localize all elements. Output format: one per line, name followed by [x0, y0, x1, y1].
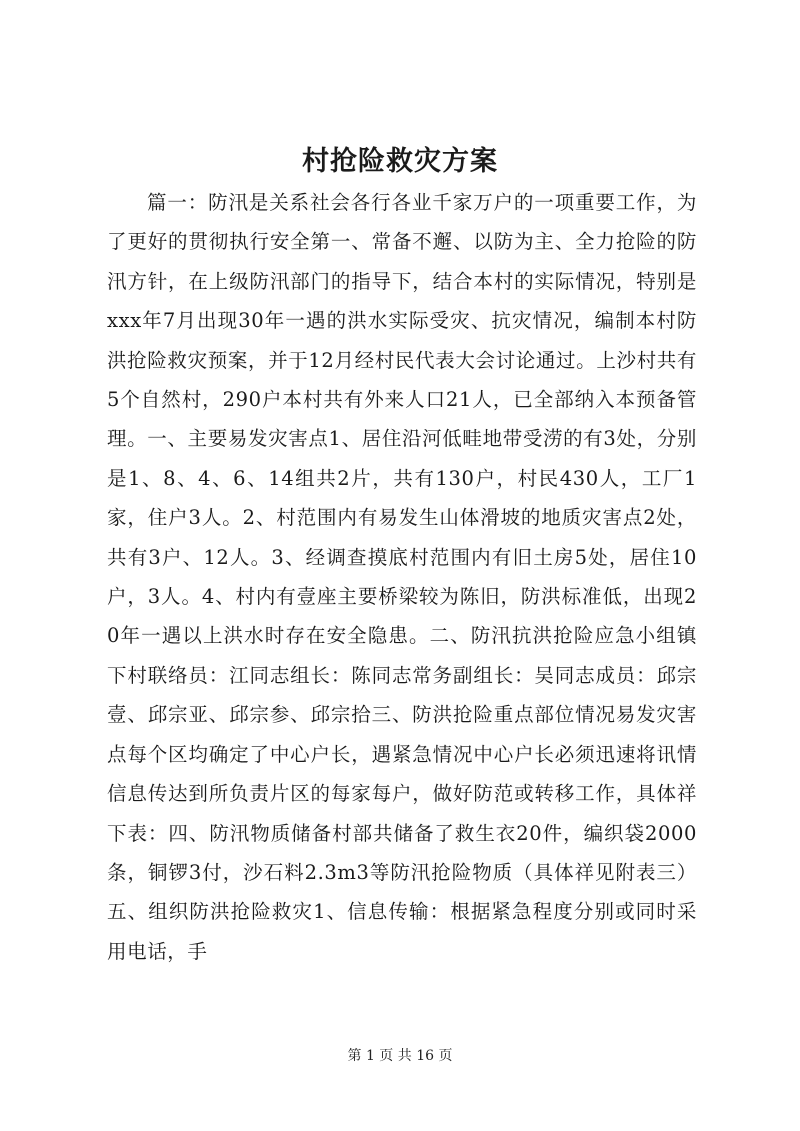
document-title: 村抢险救灾方案: [302, 146, 498, 177]
document-body: 篇一：防汛是关系社会各行各业千家万户的一项重要工作，为了更好的贯彻执行安全第一、常备不邂、以防为主、全力抢险的防汛方针，在上级防汛部门的指导下，结合本村的实际情况，特别是xxx年7月出现30年一遇的洪水实际受灾、抗灾情况，编制本村防洪抢险救灾预案，并于12月经村民代表大会讨论通过。上沙村共有5个自然村，290户本村共有外来人口21人，已全部纳入本预备管理。一、主要易发灾害点1、居住沿河低畦地带受涝的有3处，分别是1、8、4、6、14组共2片，共有130户，村民430人，工厂1家，住户3人。2、村范围内有易发生山体滑坡的地质灾害点2处，共有3户、12人。3、经调查摸底村范围内有旧土房5处，居住10户，3人。4、村内有壹座主要桥梁较为陈旧，防洪标准低，出现20年一遇以上洪水时存在安全隐患。二、防汛抗洪抢险应急小组镇下村联络员：江同志组长：陈同志常务副组长：吴同志成员：邱宗壹、邱宗亚、邱宗参、邱宗拾三、防洪抢险重点部位情况易发灾害点每个区均确定了中心户长，遇紧急情况中心户长必须迅速将讯情信息传达到所负责片区的每家每户，做好防范或转移工作，具体祥下表：四、防汛物质储备村部共储备了救生衣20件，编织袋2000条，铜锣3付，沙石料2.3m3等防汛抢险物质（具体祥见附表三）五、组织防洪抢险救灾1、信息传输：根据紧急程度分别或同时采用电话，手: [107, 191, 697, 963]
page-footer: 第 1 页 共 16 页: [347, 1048, 453, 1064]
